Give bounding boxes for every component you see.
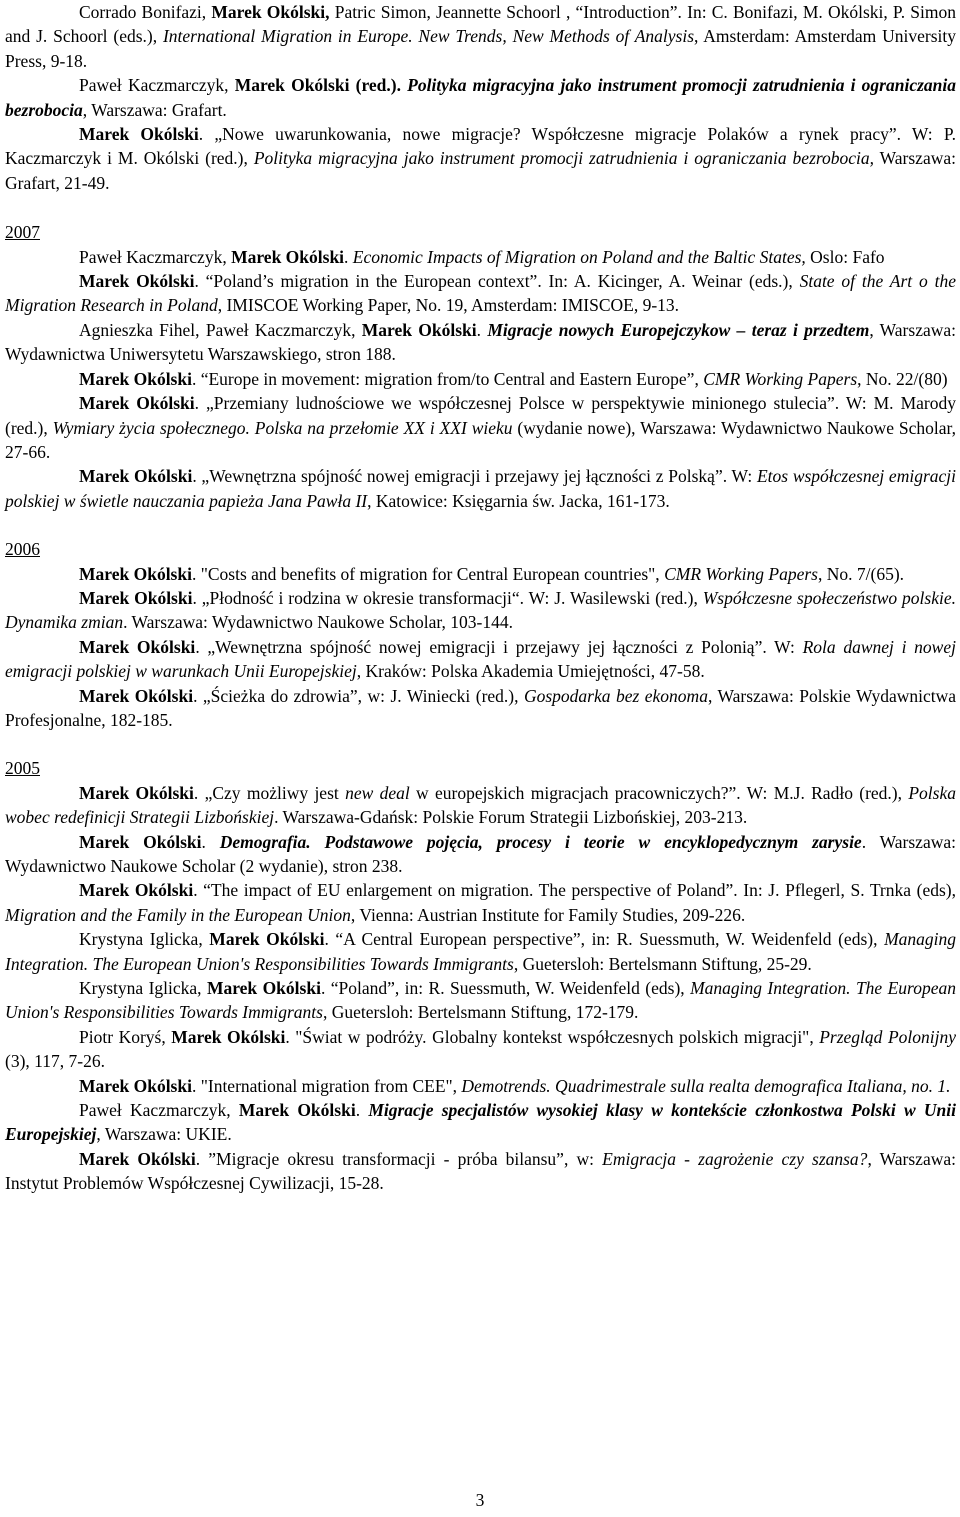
author-name: Marek Okólski [238, 1100, 356, 1121]
author-name: Marek Okólski [79, 368, 192, 389]
publication-title: Migration and the Family in the European Union [5, 904, 351, 925]
author-name: Marek Okólski [79, 124, 199, 145]
bibliography-entry [5, 927, 956, 976]
author-name: Polityka migracyjna jako instrument promocji zatrudnienia i ograniczania bezrobocia [5, 75, 957, 120]
publication-title: Przegląd Polonijny [819, 1026, 956, 1047]
citation-text: . Warszawa: Wydawnictwo Naukowe Scholar, 103-144. [123, 612, 513, 633]
bibliography-list [5, 0, 956, 1196]
author-name: Marek Okólski [231, 246, 345, 267]
publication-title: Wymiary życia społecznego. Polska na przełomie XX i XXI wieku [52, 417, 513, 438]
citation-text: , No. 22/(80) [857, 368, 948, 389]
bibliography-entry [5, 1025, 956, 1074]
citation-text: . "Costs and benefits of migration for Central European countries", [191, 563, 665, 584]
citation-text: , Warszawa: Wydawnictwa Uniwersytetu Warszawskiego, stron 188. [5, 319, 956, 365]
citation-text: . ”Migracje okresu transformacji - próba bilansu”, w: [195, 1148, 603, 1169]
bibliography-entry [5, 391, 956, 464]
author-name: Marek Okólski [79, 880, 194, 901]
page-number: 3 [475, 1490, 485, 1510]
year-heading: 2007 [5, 222, 40, 243]
citation-text: . „Przemiany ludnościowe we współczesnej Polsce w perspektywie minionego stulecia”. W: M. Marody (red.), [5, 393, 956, 438]
author-name: Marek Okólski [79, 393, 195, 414]
citation-text: . „Ścieżka do zdrowia”, w: J. Winiecki (red.), [193, 685, 524, 706]
publication-title: Etos współczesnej emigracji polskiej w świetle nauczania papieża Jana Pawła II [5, 466, 956, 511]
author-name: Marek Okólski (red.). [234, 75, 401, 96]
publication-title: Współczesne społeczeństwo polskie. Dynamika zmian [5, 587, 956, 633]
author-name: Marek Okólski, [211, 2, 330, 22]
publication-title: Polityka migracyjna jako instrument promocji zatrudnienia i ograniczania bezrobocia, [253, 148, 875, 169]
citation-text: . [355, 1100, 369, 1121]
citation-text: Paweł Kaczmarczyk, [79, 1100, 239, 1121]
bibliography-page [5, 0, 956, 1196]
citation-text: , Warszawa: Polskie Wydawnictwa Profesjonalne, 182-185. [5, 685, 956, 730]
bibliography-entry [5, 0, 956, 73]
author-name: Marek Okólski [79, 271, 195, 292]
citation-text: . “Europe in movement: migration from/to Central and Eastern Europe”, [191, 368, 704, 389]
citation-text: . „Płodność i rodzina w okresie transformacji“. W: J. Wasilewski (red.), [192, 587, 703, 608]
citation-text: w europejskich migracjach pracowniczych?”. W: M.J. Radło (red.), [409, 782, 909, 803]
publication-title: CMR Working Papers [703, 368, 858, 389]
author-name: Marek Okólski [361, 319, 477, 340]
citation-text: Corrado Bonifazi, [79, 2, 212, 22]
author-name: Marek Okólski [79, 466, 193, 487]
bibliography-entry [5, 1074, 956, 1098]
bibliography-entry [5, 1147, 956, 1196]
citation-text: . „Czy możliwy jest [193, 782, 346, 803]
bibliography-entry [5, 830, 956, 879]
citation-text: , Warszawa: Instytut Problemów Współczesnej Cywilizacji, 15-28. [5, 1148, 956, 1194]
author-name: Migracje specjalistów wysokiej klasy w kontekście członkostwa Polski w Unii Europejskiej [5, 1100, 956, 1145]
bibliography-entry [5, 878, 956, 927]
bibliography-entry [5, 245, 956, 269]
citation-text: . “Poland”, in: R. Suessmuth, W. Weidenfeld (eds), [320, 978, 691, 999]
publication-title: State of the Art o the Migration Research in Poland [5, 271, 956, 316]
citation-text: , Vienna: Austrian Institute for Family Studies, 209-226. [350, 904, 746, 925]
author-name: Marek Okólski [206, 978, 321, 999]
bibliography-entry [5, 73, 956, 122]
citation-text: . [344, 246, 353, 267]
year-heading: 2006 [5, 539, 40, 560]
citation-text: , Warszawa: UKIE. [96, 1124, 232, 1145]
citation-text: . "International migration from CEE", [191, 1075, 462, 1096]
citation-text: Oslo: Fafo [805, 246, 885, 267]
citation-text: , No. 7/(65). [818, 563, 905, 584]
publication-title: Managing Integration. The European Union's Responsibilities Towards Immigrants [5, 929, 957, 974]
citation-text: (3), 117, 7-26. [5, 1051, 105, 1072]
citation-text: . “The impact of EU enlargement on migration. The perspective of Poland”. In: J. Pflegerl, S. Trnka (eds), [193, 880, 956, 901]
author-name: Marek Okólski [79, 563, 192, 584]
citation-text: , Kraków: Polska Akademia Umiejętności, 47-58. [356, 661, 705, 682]
publication-title: CMR Working Papers [664, 563, 818, 584]
bibliography-entry [5, 269, 956, 318]
citation-text: Agnieszka Fihel, Paweł Kaczmarczyk, [79, 319, 362, 340]
publication-title: Economic Impacts of Migration on Poland and the Baltic States, [352, 246, 806, 267]
bibliography-entry [5, 781, 956, 830]
author-name: Marek Okólski [79, 782, 194, 803]
author-name: Marek Okólski [171, 1026, 286, 1047]
citation-text: . Warszawa-Gdańsk: Polskie Forum Strategii Lizbońskiej, 203-213. [274, 807, 748, 828]
publication-title: Demotrends. Quadrimestrale sulla realta demografica Italiana, no. 1. [461, 1075, 951, 1096]
citation-text: . „Nowe uwarunkowania, nowe migracje? Współczesne migracje Polaków a rynek pracy”. W: P. Kaczmarczyk i M. Okólski (red.), [5, 124, 956, 169]
citation-text: Piotr Koryś, [79, 1026, 172, 1047]
citation-text: , Guetersloh: Bertelsmann Stiftung, 172-179. [322, 1002, 639, 1023]
citation-text: Warszawa: Grafart, 21-49. [5, 148, 956, 193]
publication-title: Managing Integration. The European Union's Responsibilities Towards Immigrants [5, 978, 956, 1023]
citation-text: Paweł Kaczmarczyk, [79, 246, 232, 267]
citation-text: , Warszawa: Grafart. [82, 99, 227, 120]
citation-text: . Warszawa: Wydawnictwo Naukowe Scholar (2 wydanie), stron 238. [5, 831, 956, 876]
citation-text: , IMISCOE Working Paper, No. 19, Amsterdam: IMISCOE, 9-13. [217, 295, 680, 316]
citation-text: . "Świat w podróży. Globalny kontekst współczesnych polskich migracji", [285, 1026, 820, 1047]
citation-text: , Katowice: Księgarnia św. Jacka, 161-173. [367, 490, 670, 511]
citation-text: Patric Simon, Jeannette Schoorl , “Introduction”. In: C. Bonifazi, M. Okólski, P. Simon and J. Schoorl (eds.), [5, 2, 956, 47]
bibliography-entry [5, 976, 956, 1025]
publication-title: Rola dawnej i nowej emigracji polskiej w warunkach Unii Europejskiej [5, 636, 956, 682]
citation-text: . [476, 319, 488, 340]
bibliography-entry [5, 1098, 956, 1147]
citation-text: (wydanie nowe), Warszawa: Wydawnictwo Naukowe Scholar, 27-66. [5, 417, 956, 462]
author-name: Marek Okólski [79, 587, 193, 608]
citation-text: , Amsterdam: Amsterdam University Press, 9-18. [5, 26, 956, 71]
publication-title: new deal [345, 782, 410, 803]
year-heading: 2005 [5, 758, 40, 779]
citation-text: . [201, 831, 220, 852]
publication-title: International Migration in Europe. New Trends, New Methods of Analysis [162, 26, 695, 47]
citation-text: Paweł Kaczmarczyk, [79, 75, 235, 96]
author-name: Marek Okólski [79, 1075, 192, 1096]
bibliography-entry [5, 318, 956, 367]
author-name: Marek Okólski [209, 929, 325, 950]
citation-text: . “A Central European perspective”, in: R. Suessmuth, W. Weidenfeld (eds), [324, 929, 885, 950]
author-name: Migracje nowych Europejczykow – teraz i przedtem [487, 319, 870, 340]
bibliography-entry [5, 586, 956, 635]
citation-text: . “Poland’s migration in the European context”. In: A. Kicinger, A. Weinar (eds.), [194, 271, 800, 292]
bibliography-entry [5, 684, 956, 733]
publication-title: Gospodarka bez ekonoma [523, 685, 708, 706]
author-name: Marek Okólski [79, 1148, 196, 1169]
author-name: Marek Okólski [79, 831, 202, 852]
bibliography-entry [5, 464, 956, 513]
citation-text: , Guetersloh: Bertelsmann Stiftung, 25-29. [513, 953, 812, 974]
citation-text: Krystyna Iglicka, [79, 929, 210, 950]
bibliography-entry [5, 635, 956, 684]
citation-text: Krystyna Iglicka, [79, 978, 207, 999]
citation-text: . „Wewnętrzna spójność nowej emigracji i przejawy jej łączności z Polonią”. W: [195, 636, 803, 657]
bibliography-entry [5, 367, 956, 391]
bibliography-entry [5, 562, 956, 586]
publication-title: Emigracja - zagrożenie czy szansa? [602, 1148, 868, 1169]
author-name: Marek Okólski [79, 636, 196, 657]
citation-text: . „Wewnętrzna spójność nowej emigracji i przejawy jej łączności z Polską”. W: [192, 466, 757, 487]
publication-title: Polska wobec redefinicji Strategii Lizbońskiej [5, 782, 956, 828]
bibliography-entry [5, 122, 956, 195]
author-name: Marek Okólski [79, 685, 194, 706]
author-name: Demografia. Podstawowe pojęcia, procesy i teorie w encyklopedycznym zarysie [219, 831, 862, 852]
